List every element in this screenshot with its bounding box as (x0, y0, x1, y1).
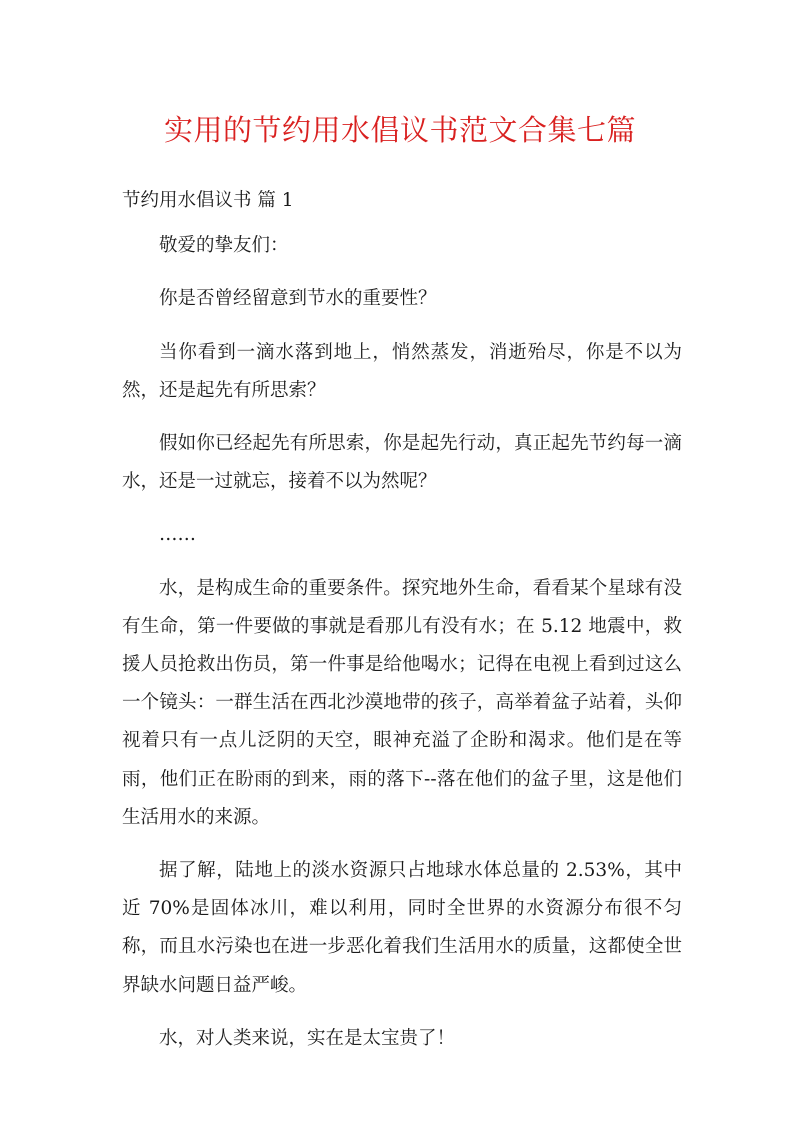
document-title: 实用的节约用水倡议书范文合集七篇 (163, 113, 636, 147)
paragraph: 当你看到一滴水落到地上，悄然蒸发，消逝殆尽，你是不以为然，还是起先有所思索？ (122, 341, 682, 401)
ellipsis-paragraph: …… (159, 524, 196, 546)
section-label: 节约用水倡议书 篇 1 (122, 190, 294, 211)
paragraph: 你是否曾经留意到节水的重要性？ (159, 288, 437, 310)
paragraph: 据了解，陆地上的淡水资源只占地球水体总量的 2.53%，其中近 70%是固体冰川，难以利用，同时全世界的水资源分布很不匀称，而且水污染也在进一步恶化着我们生活用水的质量，这都使全世界缺水问题日益严峻。 (122, 860, 682, 996)
document-body (122, 182, 682, 1073)
paragraph: 水，对人类来说，实在是太宝贵了！ (159, 1027, 456, 1049)
paragraph: 假如你已经起先有所思索，你是起先行动，真正起先节约每一滴水，还是一过就忘，接着不以为然呢？ (122, 433, 682, 493)
greeting-paragraph: 敬爱的挚友们： (159, 235, 289, 257)
paragraph: 水，是构成生命的重要条件。探究地外生命，看看某个星球有没有生命，第一件要做的事就是看那儿有没有水；在 5.12 地震中，救援人员抢救出伤员，第一件事是给他喝水；记得在电视上看到过这么一个镜头：一群生活在西北沙漠地带的孩子，高举着盆子站着，头仰视着只有一点儿泛阴的天空，眼神充溢了企盼和渴求。他们是在等雨，他们正在盼雨的到来，雨的落下--落在他们的盆子里，这是他们生活用水的来源。 (122, 577, 682, 828)
